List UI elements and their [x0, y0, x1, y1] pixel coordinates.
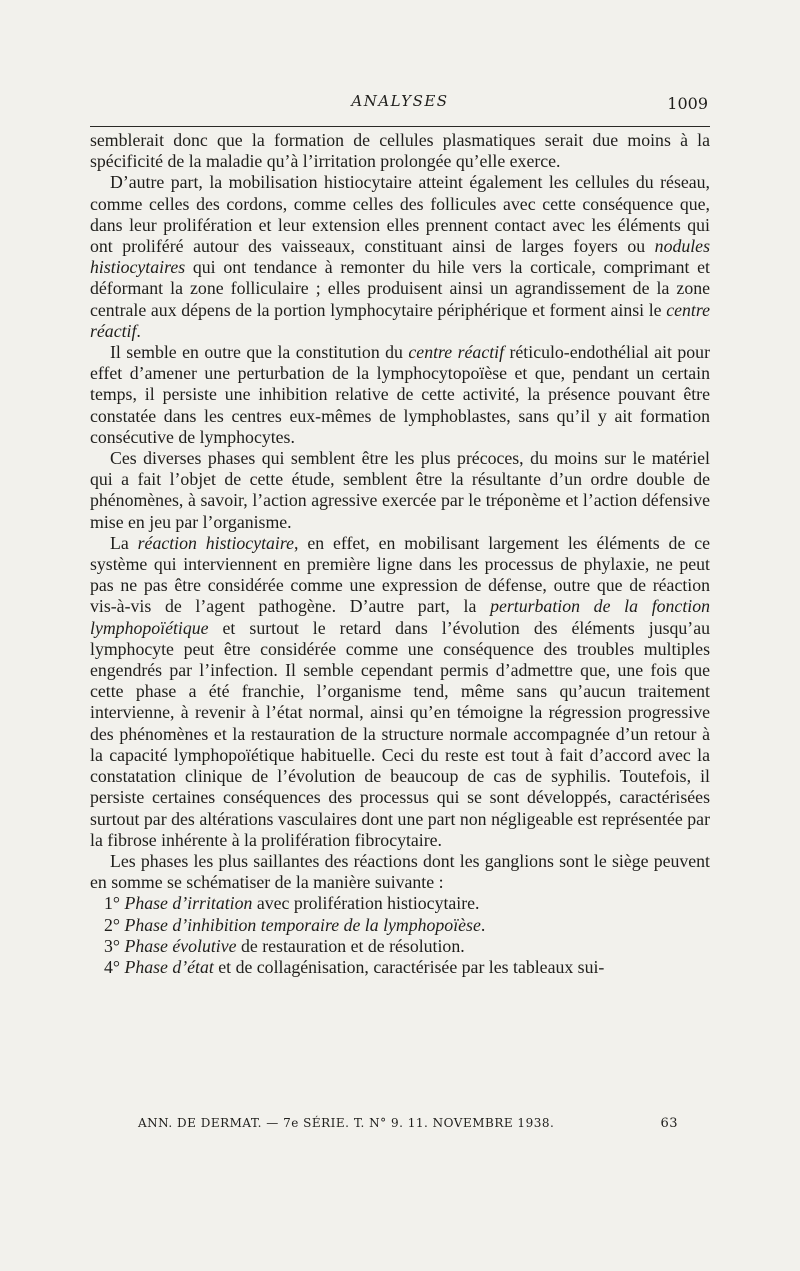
phase-item	[90, 915, 710, 936]
phase-number: 2°	[104, 914, 125, 935]
emphasis: nodules histiocytaires	[90, 236, 710, 278]
paragraph	[90, 172, 710, 342]
journal-reference: ANN. DE DERMAT. — 7e SÉRIE. T. N° 9. 11. NOVEMBRE 1938.	[138, 1116, 555, 1130]
text-run: Ces diverses phases qui semblent être les plus précoces, du moins sur le matériel qui a fait l’objet de cette étude, semblent être la résultante d’un ordre double de phénomènes, à savoir, l’action agressive exercée par le tréponème et l’action défensive mise en jeu par l’organisme.	[90, 448, 710, 532]
sheet-number: 63	[660, 1116, 678, 1131]
paragraph	[90, 533, 710, 851]
phase-title: Phase d’état	[124, 956, 214, 977]
emphasis: perturbation de la fonction lymphopoïétique	[90, 596, 710, 638]
text-run: , en effet, en mobilisant largement les éléments de ce système qui interviennent en première ligne dans les processus de phylaxie, ne peut pas ne pas être considérée comme une expression de défense, outre que de réaction vis-à-vis de l’agent pathogène. D’autre part, la	[90, 532, 710, 617]
phase-number: 3°	[104, 935, 125, 956]
phase-description: et de collagénisation, caractérisée par les tableaux sui-	[213, 956, 605, 977]
phase-title: Phase d’inhibition temporaire de la lymphopoïèse	[124, 914, 481, 935]
running-head	[90, 92, 710, 122]
phase-title: Phase d’irritation	[124, 893, 253, 914]
phase-title: Phase évolutive	[124, 935, 237, 956]
emphasis: centre réactif	[90, 299, 710, 341]
text-run: semblerait donc que la formation de cellules plasmatiques serait due moins à la spécificité de la maladie qu’à l’irritation prolongée qu’elle exerce.	[90, 130, 710, 172]
text-run: Les phases les plus saillantes des réactions dont les ganglions sont le siège peuvent en somme se schématiser de la manière suivante :	[90, 850, 710, 893]
phase-item	[90, 893, 710, 914]
paragraph	[90, 342, 710, 448]
body-text	[90, 130, 710, 978]
phase-description: avec prolifération histiocytaire.	[252, 893, 480, 914]
text-run: .	[136, 320, 141, 341]
phase-item	[90, 936, 710, 957]
phase-item	[90, 957, 710, 978]
footer	[138, 1116, 678, 1136]
emphasis: centre réactif	[408, 342, 505, 363]
running-title: ANALYSES	[351, 92, 449, 110]
phase-number: 4°	[104, 956, 125, 977]
text-run: La	[110, 532, 138, 553]
phase-description: .	[480, 914, 486, 935]
header-rule	[90, 126, 710, 127]
phase-number: 1°	[104, 893, 125, 914]
phase-description: de restauration et de résolution.	[236, 935, 465, 956]
emphasis: réaction histiocytaire	[137, 532, 295, 553]
text-run: réticulo-endothélial ait pour effet d’amener une perturbation de la lymphocytopoïèse et que, pendant un certain temps, il persiste une inhibition relative de cette activité, la présence pouvant être constatée dans les centres eux-mêmes de lymphoblastes, sans qu’il y ait formation consécutive de lymphocytes.	[90, 342, 710, 447]
text-run: et surtout le retard dans l’évolution des éléments jusqu’au lymphocyte peut être considérée comme une conséquence des troubles multiples engendrés par l’infection. Il semble cependant permis d’admettre que, une fois que cette phase a été franchie, l’organisme tend, même sans qu’aucun traitement intervienne, à revenir à l’état normal, ainsi qu’en témoigne la régression progressive des phénomènes et la restauration de la structure normale accompagnée d’un retour à la capacité lymphopoïétique habituelle. Ceci du reste est tout à fait d’accord avec la constatation clinique de l’évolution de beaucoup de cas de syphilis. Toutefois, il persiste certaines conséquences des processus qui se sont développés, caractérisées surtout par des altérations vasculaires dont une part non négligeable est représentée par la fibrose inhérente à la prolifération fibrocytaire.	[90, 617, 710, 850]
paragraph	[90, 130, 710, 172]
text-run: D’autre part, la mobilisation histiocytaire atteint également les cellules du réseau, comme celles des cordons, comme celles des follicules avec cette conséquence que, dans leur prolifération et leur extension elles prennent contact avec les éléments qui ont proliféré autour des vaisseaux, constituant ainsi de larges foyers ou	[90, 172, 710, 257]
page-number: 1009	[667, 94, 708, 113]
text-run: Il semble en outre que la constitution du	[110, 342, 409, 363]
paragraph	[90, 448, 710, 533]
paragraph	[90, 851, 710, 893]
text-run: qui ont tendance à remonter du hile vers la corticale, comprimant et déformant la zone folliculaire ; elles produisent ainsi un agrandissement de la zone centrale aux dépens de la portion lymphocytaire périphérique et forment ainsi le	[90, 257, 710, 320]
